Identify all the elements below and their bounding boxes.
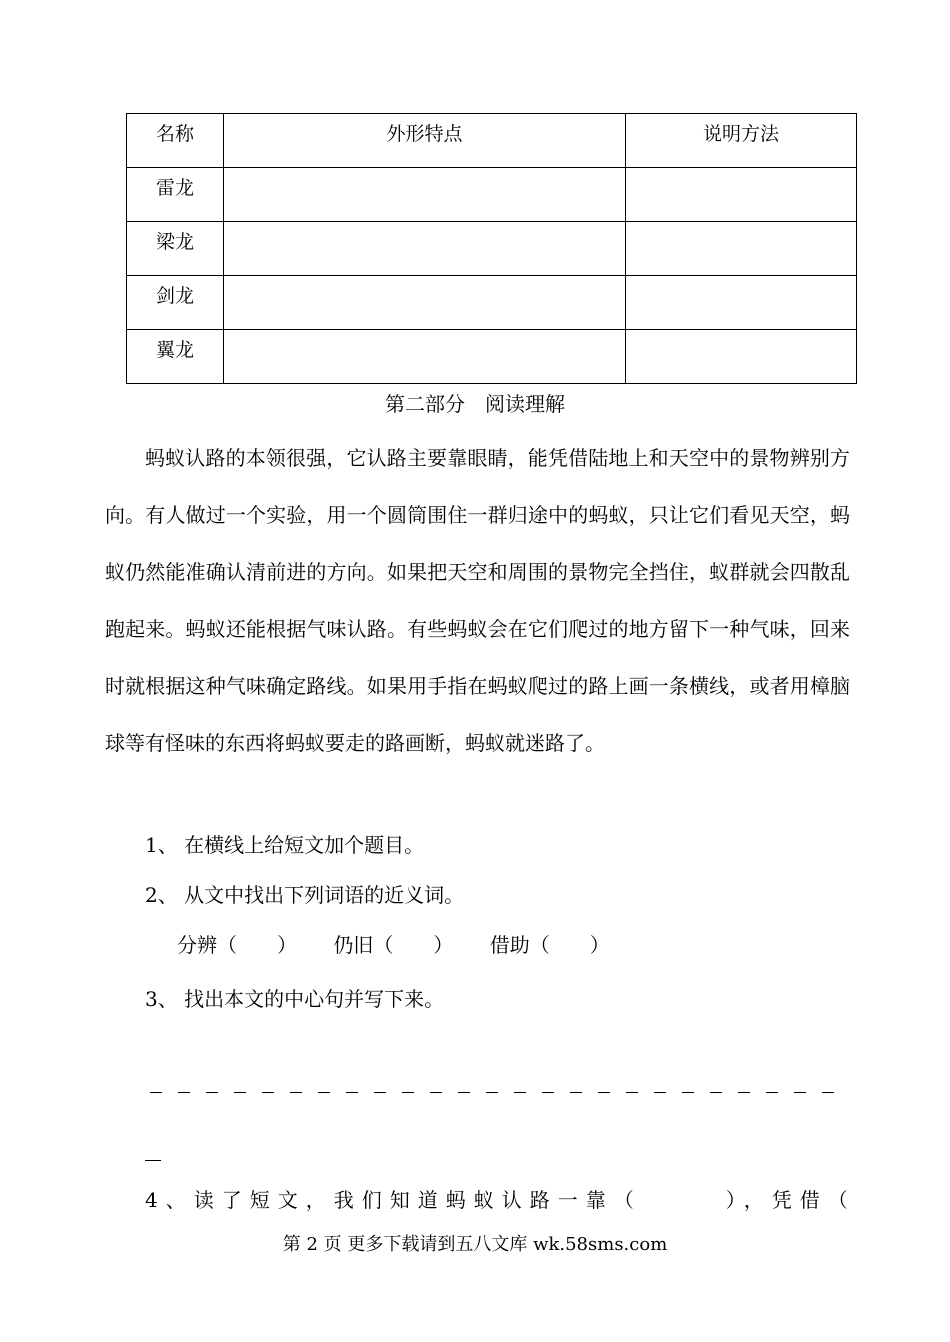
method-blank-cell[interactable] <box>626 222 857 276</box>
synonym-item[interactable]: 借助（ ） <box>489 933 610 957</box>
method-blank-cell[interactable] <box>626 276 857 330</box>
question-4: 4、读了短文，我们知道蚂蚁认路一靠（ ），凭借（ <box>145 1188 856 1212</box>
question-2: 2、 从文中找出下列词语的近义词。 <box>145 883 465 907</box>
table-row <box>127 330 857 384</box>
reading-passage: 蚂蚁认路的本领很强，它认路主要靠眼睛，能凭借陆地上和天空中的景物辨别方向。有人做过一个实验，用一个圆筒围住一群归途中的蚂蚁，只让它们看见天空，蚂蚁仍然能准确认清前进的方向。如果把天空和周围的景物完全挡住，蚁群就会四散乱跑起来。蚂蚁还能根据气味认路。有些蚂蚁会在它们爬过的地方留下一种气味，回来时就根据这种气味确定路线。如果用手指在蚂蚁爬过的路上画一条横线，或者用樟脑球等有怪味的东西将蚂蚁要走的路画断，蚂蚁就迷路了。 <box>105 446 850 755</box>
header-cell-method: 说明方法 <box>626 114 857 168</box>
features-blank-cell[interactable] <box>224 276 626 330</box>
row-name-cell: 雷龙 <box>127 168 224 222</box>
page-footer: 第 2 页 更多下载请到五八文库 wk.58sms.com <box>282 1234 668 1255</box>
synonym-item[interactable]: 仍旧（ ） <box>333 933 454 957</box>
row-name-cell: 梁龙 <box>127 222 224 276</box>
method-blank-cell[interactable] <box>626 168 857 222</box>
section-title: 第二部分 阅读理解 <box>385 392 565 416</box>
features-blank-cell[interactable] <box>224 222 626 276</box>
header-cell-features: 外形特点 <box>224 114 626 168</box>
question-3: 3、 找出本文的中心句并写下来。 <box>145 987 445 1011</box>
row-name-cell: 剑龙 <box>127 276 224 330</box>
header-cell-name: 名称 <box>127 114 224 168</box>
features-blank-cell[interactable] <box>224 168 626 222</box>
question-1: 1、 在横线上给短文加个题目。 <box>145 833 425 857</box>
table-row <box>127 276 857 330</box>
table-row <box>127 168 857 222</box>
features-blank-cell[interactable] <box>224 330 626 384</box>
synonym-list <box>177 929 640 958</box>
table-header-row <box>127 114 857 168</box>
synonym-item[interactable]: 分辨（ ） <box>177 933 297 957</box>
answer-line[interactable] <box>150 1082 850 1102</box>
answer-line-tail <box>145 1160 161 1161</box>
table-row <box>127 222 857 276</box>
method-blank-cell[interactable] <box>626 330 857 384</box>
dinosaur-table <box>126 113 857 384</box>
row-name-cell: 翼龙 <box>127 330 224 384</box>
